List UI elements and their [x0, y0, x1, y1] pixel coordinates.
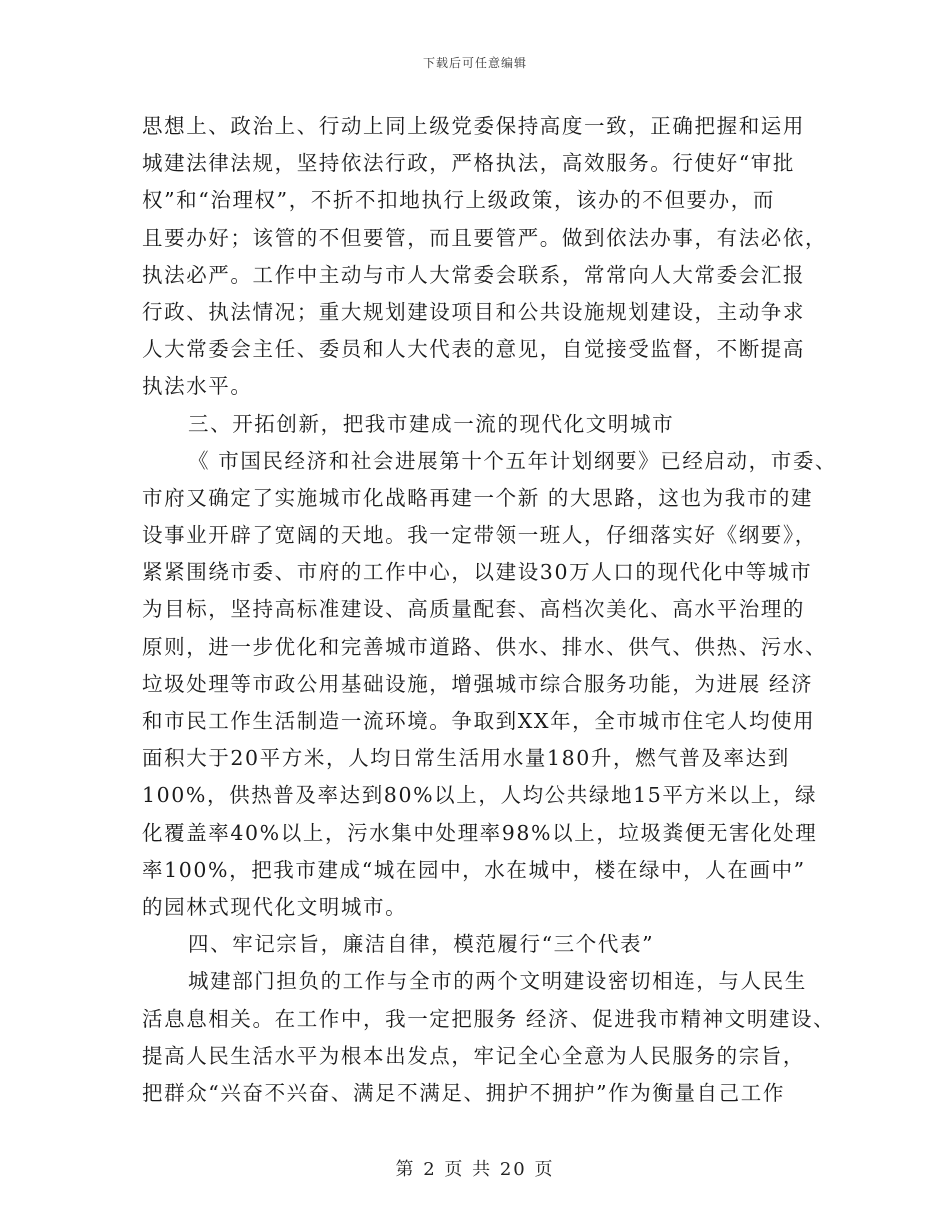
text-line: 城建法律法规，坚持依法行政，严格执法，高效服务。行使好“审批: [142, 151, 795, 176]
text-line: 四、牢记宗旨，廉洁自律，模范履行“三个代表”: [188, 932, 655, 957]
text-line: 行政、执法情况；重大规划建设项目和公共设施规划建设，主动争求: [142, 299, 805, 324]
text-line: 垃圾处理等市政公用基础设施，增强城市综合服务功能，为进展 经济: [142, 671, 814, 696]
text-line: 执法必严。工作中主动与市人大常委会联系，常常向人大常委会汇报: [142, 262, 805, 287]
text-line: 提高人民生活水平为根本出发点，牢记全心全意为人民服务的宗旨，: [142, 1043, 805, 1068]
text-line: 的园林式现代化文明城市。: [142, 894, 408, 919]
text-line: 设事业开辟了宽阔的天地。我一定带领一班人，仔细落实好《纲要》，: [142, 523, 817, 548]
text-line: 为目标，坚持高标准建设、高质量配套、高档次美化、高水平治理的: [142, 597, 805, 622]
text-line: 思想上、政治上、行动上同上级党委保持高度一致，正确把握和运用: [142, 114, 805, 138]
text-line: 《 市国民经济和社会进展第十个五年计划纲要》已经启动，市委、: [188, 448, 838, 473]
text-line: 人大常委会主任、委员和人大代表的意见，自觉接受监督，不断提高: [142, 337, 805, 362]
document-body: [142, 108, 838, 1112]
page-number-footer: 第 2 页 共 20 页: [395, 1159, 555, 1180]
text-line: 把群众“兴奋不兴奋、满足不满足、拥护不拥护”作为衡量自己工作: [142, 1080, 785, 1105]
text-line: 率100%，把我市建成“城在园中，水在城中，楼在绿中，人在画中”: [142, 857, 806, 882]
text-line: 权”和“治理权”，不折不扣地执行上级政策，该办的不但要办，而: [142, 188, 775, 213]
text-line: 三、开拓创新，把我市建成一流的现代化文明城市: [188, 411, 675, 436]
text-line: 化覆盖率40%以上，污水集中处理率98%以上，垃圾粪便无害化处理: [142, 820, 818, 845]
text-line: 且要办好；该管的不但要管，而且要管严。做到依法办事，有法必依，: [142, 225, 828, 250]
text-line: 面积大于20平方米，人均日常生活用水量180升，燃气普及率达到: [142, 746, 790, 771]
text-line: 执法水平。: [142, 374, 253, 399]
text-line: 和市民工作生活制造一流环境。争取到XX年，全市城市住宅人均使用: [142, 709, 816, 733]
text-line: 活息息相关。在工作中，我一定把服务 经济、促进我市精神文明建设、: [142, 1006, 836, 1031]
text-line: 100%，供热普及率达到80%以上，人均公共绿地15平方米以上，绿: [142, 783, 818, 808]
page-header: 下载后可任意编辑: [422, 56, 527, 70]
text-line: 紧紧围绕市委、市府的工作中心，以建设30万人口的现代化中等城市: [142, 560, 813, 585]
text-line: 城建部门担负的工作与全市的两个文明建设密切相连，与人民生: [188, 969, 807, 994]
text-line: 原则，进一步优化和完善城市道路、供水、排水、供气、供热、污水、: [142, 634, 828, 659]
text-line: 市府又确定了实施城市化战略再建一个新 的大思路，这也为我市的建: [142, 485, 814, 510]
